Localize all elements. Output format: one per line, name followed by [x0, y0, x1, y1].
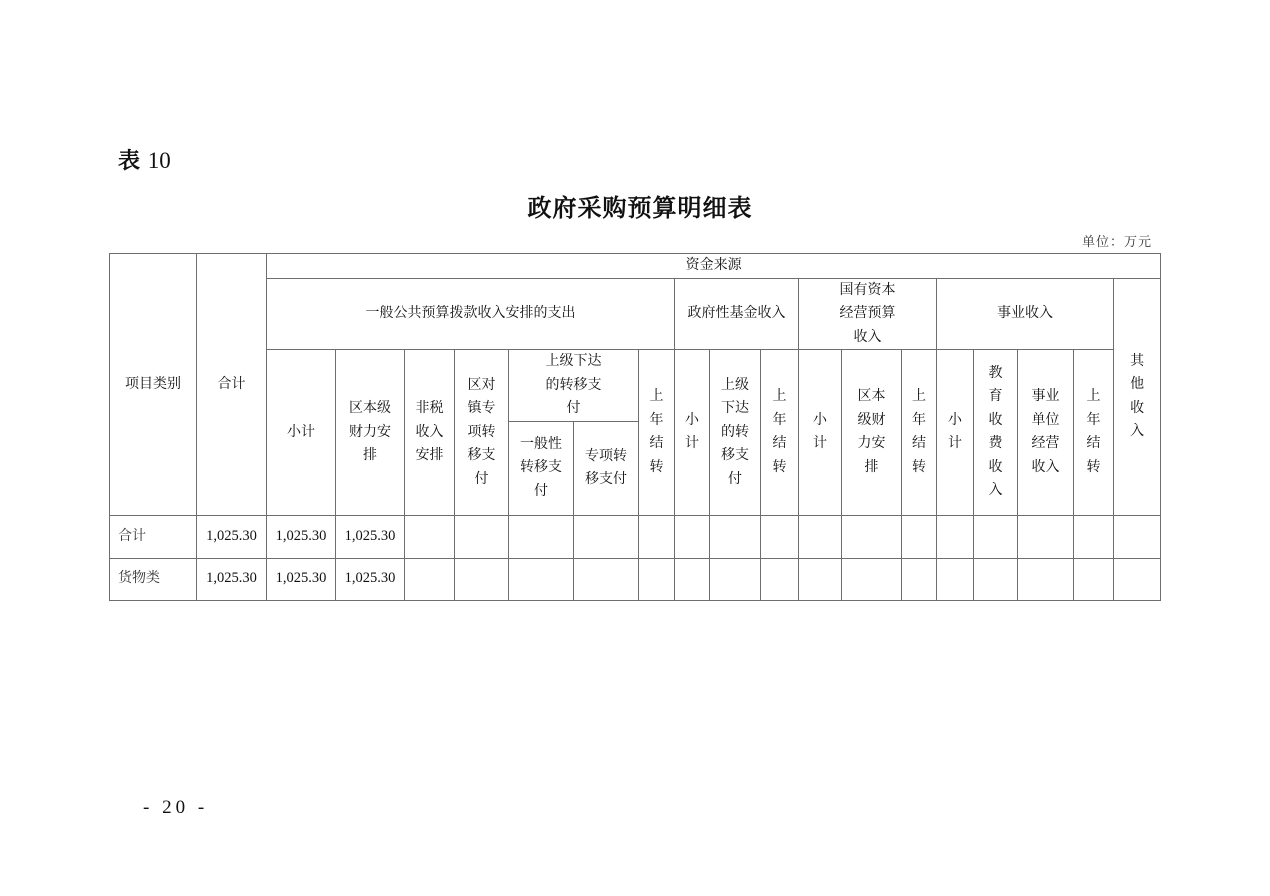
cell-empty: [574, 515, 639, 558]
header-gp-subtotal: 小计: [267, 350, 336, 516]
cell-total: 1,025.30: [197, 558, 267, 600]
cell-empty: [842, 558, 902, 600]
document-title: 政府采购预算明细表: [527, 193, 753, 222]
header-category: 项目类别: [110, 254, 197, 516]
cell-empty: [937, 558, 974, 600]
header-bi-subtotal: 小计: [937, 350, 974, 516]
row-label: 货物类: [110, 558, 197, 600]
cell-empty: [1018, 558, 1074, 600]
header-gp-upper-special: 专项转移支付: [574, 421, 639, 515]
header-gp-town-special: 区对镇专项转移支付: [455, 350, 509, 516]
cell-empty: [405, 558, 455, 600]
cell-empty: [1074, 558, 1114, 600]
header-gf-carryover: 上年结转: [761, 350, 799, 516]
cell-empty: [974, 558, 1018, 600]
cell-empty: [405, 515, 455, 558]
table-row: [110, 558, 1161, 600]
cell-empty: [675, 558, 710, 600]
header-funding-source: 资金来源: [267, 254, 1161, 279]
header-general-public-budget: 一般公共预算拨款收入安排的支出: [267, 278, 675, 350]
header-gp-nontax: 非税收入安排: [405, 350, 455, 516]
header-sc-district-fiscal: 区本级财力安排: [842, 350, 902, 516]
header-bi-unit-operation: 事业单位经营收入: [1018, 350, 1074, 516]
header-sc-subtotal: 小计: [799, 350, 842, 516]
header-other-income: 其他收入: [1114, 278, 1161, 515]
cell-empty: [455, 515, 509, 558]
cell-empty: [761, 515, 799, 558]
cell-empty: [761, 558, 799, 600]
cell-empty: [1114, 558, 1161, 600]
cell-empty: [639, 558, 675, 600]
cell-empty: [974, 515, 1018, 558]
table-label-number: 10: [147, 148, 171, 173]
cell-empty: [902, 558, 937, 600]
header-gov-fund: 政府性基金收入: [675, 278, 799, 350]
header-gf-subtotal: 小计: [675, 350, 710, 516]
page-number: - 20 -: [143, 797, 209, 818]
cell-empty: [1114, 515, 1161, 558]
header-gp-upper-transfer: 上级下达的转移支付: [509, 350, 639, 422]
table-row: [110, 515, 1161, 558]
cell-empty: [710, 558, 761, 600]
procurement-budget-table: [109, 253, 1161, 601]
header-bi-carryover: 上年结转: [1074, 350, 1114, 516]
cell-empty: [799, 515, 842, 558]
header-total: 合计: [197, 254, 267, 516]
cell-empty: [902, 515, 937, 558]
table-label: [118, 144, 171, 175]
cell-empty: [937, 515, 974, 558]
header-gp-district-fiscal: 区本级财力安排: [336, 350, 405, 516]
cell-empty: [799, 558, 842, 600]
cell-total: 1,025.30: [197, 515, 267, 558]
header-sc-carryover: 上年结转: [902, 350, 937, 516]
cell-empty: [710, 515, 761, 558]
cell-gp-district-fiscal: 1,025.30: [336, 558, 405, 600]
cell-empty: [675, 515, 710, 558]
header-gp-upper-general: 一般性转移支付: [509, 421, 574, 515]
cell-gp-district-fiscal: 1,025.30: [336, 515, 405, 558]
cell-empty: [842, 515, 902, 558]
cell-empty: [1074, 515, 1114, 558]
row-label: 合计: [110, 515, 197, 558]
cell-empty: [639, 515, 675, 558]
cell-gp-subtotal: 1,025.30: [267, 515, 336, 558]
header-state-capital: 国有资本经营预算收入: [799, 278, 937, 350]
cell-empty: [509, 515, 574, 558]
table-label-prefix: 表: [118, 149, 141, 174]
cell-gp-subtotal: 1,025.30: [267, 558, 336, 600]
header-gf-upper-transfer: 上级下达的转移支付: [710, 350, 761, 516]
cell-empty: [574, 558, 639, 600]
header-business-income: 事业收入: [937, 278, 1114, 350]
header-gp-carryover: 上年结转: [639, 350, 675, 516]
cell-empty: [509, 558, 574, 600]
cell-empty: [1018, 515, 1074, 558]
header-bi-education-fee: 教育收费收入: [974, 350, 1018, 516]
cell-empty: [455, 558, 509, 600]
unit-label: 单位：万元: [1081, 235, 1152, 250]
